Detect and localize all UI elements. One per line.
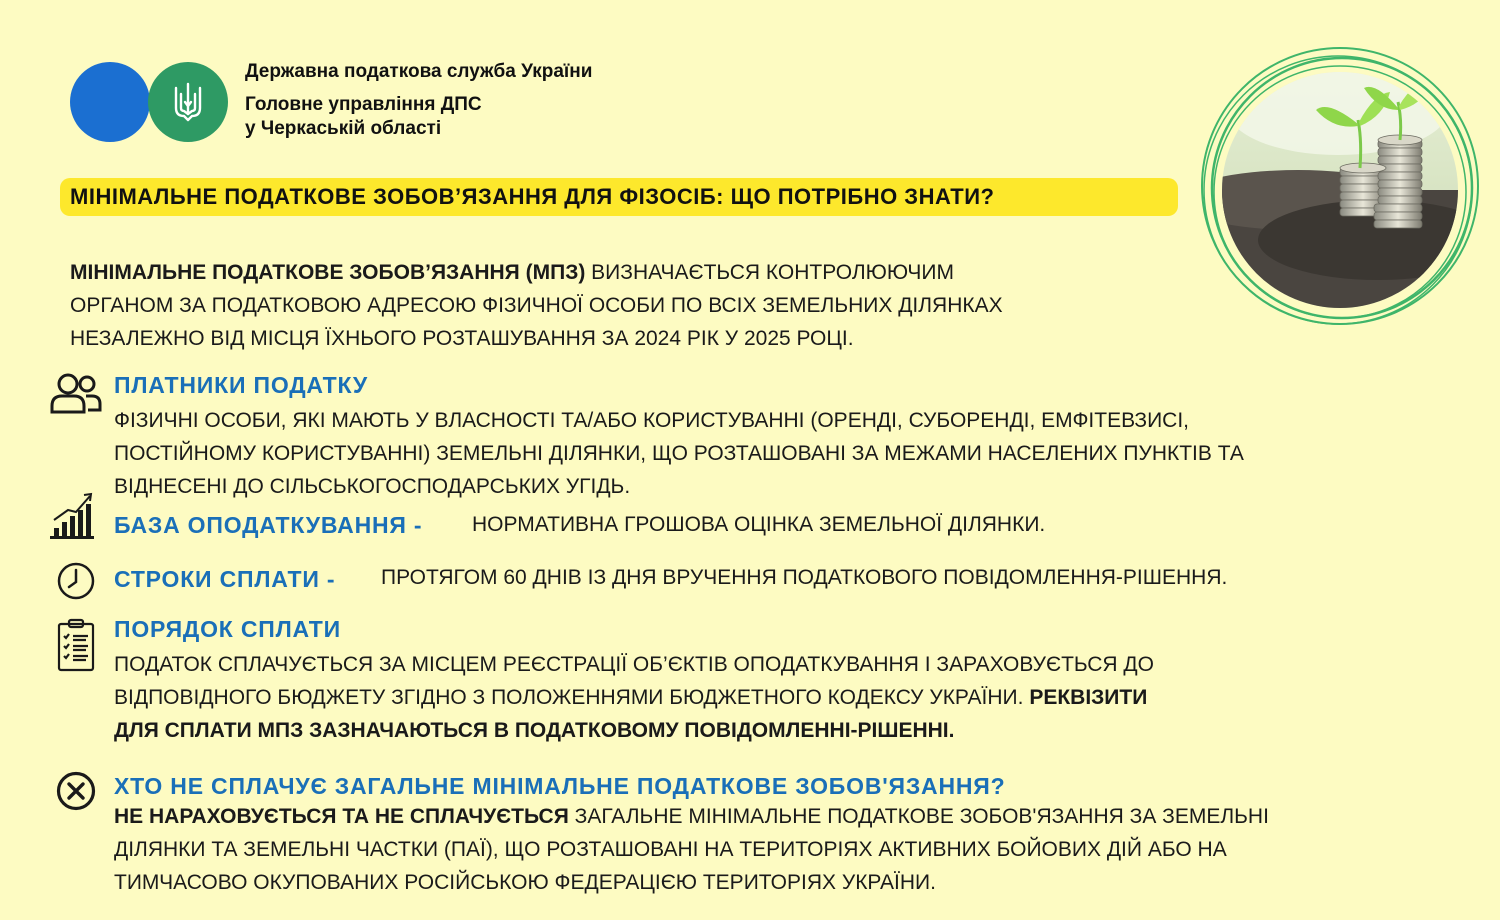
close-circle-icon bbox=[55, 770, 97, 812]
intro-text-3: НЕЗАЛЕЖНО ВІД МІСЦЯ ЇХНЬОГО РОЗТАШУВАННЯ ЗА 2024 РІК У 2025 РОЦІ. bbox=[70, 327, 854, 350]
org-department: Головне управління ДПС bbox=[245, 94, 482, 115]
base-text: НОРМАТИВНА ГРОШОВА ОЦІНКА ЗЕМЕЛЬНОЇ ДІЛЯНКИ. bbox=[472, 513, 1046, 536]
org-name: Державна податкова служба України bbox=[245, 61, 593, 82]
deadline-heading: СТРОКИ СПЛАТИ - bbox=[114, 566, 336, 592]
payers-body bbox=[114, 404, 1244, 503]
payers-text-3: ВІДНЕСЕНІ ДО СІЛЬСЬКОГОСПОДАРСЬКИХ УГІДЬ. bbox=[114, 475, 631, 498]
exempt-text-1: ЗАГАЛЬНЕ МІНІМАЛЬНЕ ПОДАТКОВЕ ЗОБОВ'ЯЗАННЯ ЗА ЗЕМЕЛЬНІ bbox=[568, 805, 1269, 828]
procedure-text-2: ВІДПОВІДНОГО БЮДЖЕТУ ЗГІДНО З ПОЛОЖЕННЯМИ БЮДЖЕТНОГО КОДЕКСУ УКРАЇНИ. bbox=[114, 686, 1024, 709]
checklist-icon bbox=[56, 618, 96, 672]
deadline-text: ПРОТЯГОМ 60 ДНІВ ІЗ ДНЯ ВРУЧЕННЯ ПОДАТКОВОГО ПОВІДОМЛЕННЯ-РІШЕННЯ. bbox=[381, 566, 1228, 589]
base-heading-label: БАЗА ОПОДАТКУВАННЯ - bbox=[114, 512, 423, 538]
procedure-body bbox=[114, 648, 1154, 747]
plant-coins-photo bbox=[1188, 40, 1488, 332]
users-icon bbox=[50, 372, 102, 414]
intro-paragraph bbox=[70, 256, 1170, 355]
organization-block bbox=[245, 60, 592, 141]
payers-heading: ПЛАТНИКИ ПОДАТКУ bbox=[114, 372, 369, 398]
trident-icon bbox=[170, 80, 206, 124]
org-region: у Черкаській області bbox=[245, 118, 442, 139]
blue-circle bbox=[70, 62, 150, 142]
dps-logo bbox=[70, 62, 230, 142]
payers-text-1: ФІЗИЧНІ ОСОБИ, ЯКІ МАЮТЬ У ВЛАСНОСТІ ТА/АБО КОРИСТУВАННІ (ОРЕНДІ, СУБОРЕНДІ, ЕМФІТЕВЗИСІ, bbox=[114, 409, 1189, 432]
exempt-body bbox=[114, 800, 1269, 899]
procedure-heading: ПОРЯДОК СПЛАТИ bbox=[114, 616, 341, 642]
intro-text-1: ВИЗНАЧАЄТЬСЯ КОНТРОЛЮЮЧИМ bbox=[585, 261, 954, 284]
exempt-heading: ХТО НЕ СПЛАЧУЄ ЗАГАЛЬНЕ МІНІМАЛЬНЕ ПОДАТКОВЕ ЗОБОВ'ЯЗАННЯ? bbox=[114, 773, 1006, 799]
payers-text-2: ПОСТІЙНОМУ КОРИСТУВАННІ) ЗЕМЕЛЬНІ ДІЛЯНКИ, ЩО РОЗТАШОВАНІ ЗА МЕЖАМИ НАСЕЛЕНИХ ПУНКТІВ ТА bbox=[114, 442, 1244, 465]
clock-icon bbox=[56, 561, 96, 601]
exempt-text-2: ДІЛЯНКИ ТА ЗЕМЕЛЬНІ ЧАСТКИ (ПАЇ), ЩО РОЗТАШОВАНІ НА ТЕРИТОРІЯХ АКТИВНИХ БОЙОВИХ ДІЙ АБО НА bbox=[114, 838, 1227, 861]
intro-text-2: ОРГАНОМ ЗА ПОДАТКОВОЮ АДРЕСОЮ ФІЗИЧНОЇ ОСОБИ ПО ВСІХ ЗЕМЕЛЬНИХ ДІЛЯНКАХ bbox=[70, 294, 1003, 317]
procedure-text-1: ПОДАТОК СПЛАЧУЄТЬСЯ ЗА МІСЦЕМ РЕЄСТРАЦІЇ ОБ’ЄКТІВ ОПОДАТКУВАННЯ І ЗАРАХОВУЄТЬСЯ ДО bbox=[114, 653, 1154, 676]
growth-chart-icon bbox=[50, 490, 94, 540]
base-heading bbox=[114, 512, 422, 539]
intro-term: МІНІМАЛЬНЕ ПОДАТКОВЕ ЗОБОВ’ЯЗАННЯ (МПЗ) bbox=[70, 261, 586, 284]
exempt-text-3: ТИМЧАСОВО ОКУПОВАНИХ РОСІЙСЬКОЮ ФЕДЕРАЦІЄЮ ТЕРИТОРІЯХ УКРАЇНИ. bbox=[114, 871, 936, 894]
exempt-term: НЕ НАРАХОВУЄТЬСЯ ТА НЕ СПЛАЧУЄТЬСЯ bbox=[114, 805, 569, 828]
page-title: МІНІМАЛЬНЕ ПОДАТКОВЕ ЗОБОВ’ЯЗАННЯ ДЛЯ ФІЗОСІБ: ЩО ПОТРІБНО ЗНАТИ? bbox=[70, 184, 995, 209]
procedure-text-3: ДЛЯ СПЛАТИ МПЗ ЗАЗНАЧАЮТЬСЯ В ПОДАТКОВОМУ ПОВІДОМЛЕННІ-РІШЕННІ. bbox=[114, 719, 955, 742]
procedure-requisites: РЕКВІЗИТИ bbox=[1023, 686, 1148, 709]
